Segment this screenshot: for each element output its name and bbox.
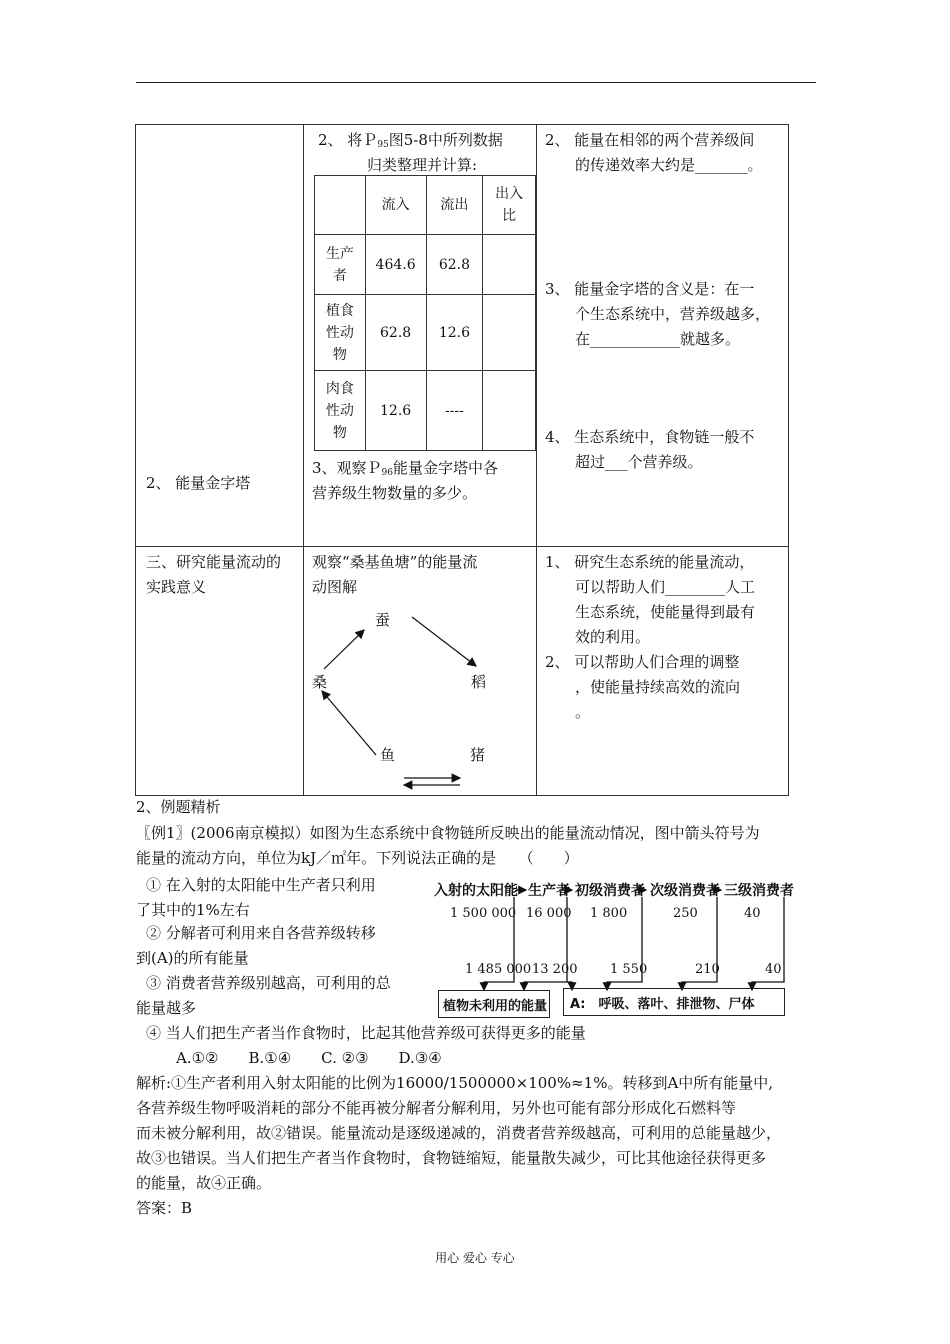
option-3: ③ 消费者营养级别越高，可利用的总 bbox=[146, 974, 391, 992]
observe-task: 观察“桑基鱼塘”的能量流 bbox=[312, 553, 478, 571]
col-header-out: 流出 bbox=[426, 176, 483, 235]
question-2: 2、 能量在相邻的两个营养级间 bbox=[545, 131, 755, 149]
node-mulberry: 桑 bbox=[312, 673, 328, 691]
value-ratio bbox=[483, 295, 536, 371]
option-3-line2: 能量越多 bbox=[136, 999, 197, 1017]
task-intro-line2: 归类整理并计算: bbox=[367, 156, 478, 174]
value-ratio bbox=[483, 371, 536, 451]
arrow-mulberry-to-silkworm bbox=[324, 630, 364, 669]
energy-data-table bbox=[314, 175, 536, 451]
row-name: 生产 者 bbox=[315, 235, 366, 295]
flow-label-sunlight: 入射的太阳能 bbox=[434, 883, 518, 899]
analysis-line5: 的能量，故④正确。 bbox=[136, 1174, 272, 1192]
question-3: 3、 能量金字塔的含义是：在一 bbox=[545, 280, 755, 298]
flow-top-sunlight: 1 500 000 bbox=[450, 906, 517, 921]
option-2: ② 分解者可利用来自各营养级转移 bbox=[146, 924, 376, 942]
question-3-line2: 个生态系统中，营养级越多， bbox=[575, 305, 771, 323]
analysis-line2: 各营养级生物呼吸消耗的部分不能再被分解者分解利用，另外也可能有部分形成化石燃料等 bbox=[136, 1099, 737, 1117]
task-observe: 3、观察Ｐ$_{96}$能量金字塔中各 bbox=[312, 459, 499, 478]
flow-bottom-producer: 13 200 bbox=[532, 962, 578, 977]
significance-2-line2: ，使能量持续高效的流向 bbox=[575, 678, 741, 696]
task-intro: 2、 将Ｐ$_{95}$图5-8中所列数据 bbox=[318, 131, 503, 150]
node-silkworm: 蚕 bbox=[375, 611, 391, 629]
question-2-line2: 的传递效率大约是_______。 bbox=[575, 156, 763, 174]
value-out: ---- bbox=[426, 371, 483, 451]
flow-top-tertiary: 40 bbox=[744, 906, 761, 921]
flow-top-producer: 16 000 bbox=[526, 906, 572, 921]
study-table bbox=[135, 124, 789, 796]
question-4: 4、 生态系统中，食物链一般不 bbox=[545, 428, 755, 446]
significance-2: 2、 可以帮助人们合理的调整 bbox=[545, 653, 740, 671]
significance-1: 1、 研究生态系统的能量流动， bbox=[545, 553, 755, 571]
decomposer-box bbox=[563, 988, 785, 1016]
row-name: 肉食 性动 物 bbox=[315, 371, 366, 451]
energy-pyramid-label: 2、 能量金字塔 bbox=[146, 474, 251, 492]
analysis-line3: 而未被分解利用，故②错误。能量流动是逐级递减的，消费者营养级越高，可利用的总能量越少， bbox=[136, 1124, 782, 1142]
option-4: ④ 当人们把生产者当作食物时，比起其他营养级可获得更多的能量 bbox=[146, 1024, 586, 1042]
flow-label-primary: 初级消费者 bbox=[575, 883, 645, 899]
answer-choices: A.①② B.①④ C. ②③ D.③④ bbox=[176, 1049, 442, 1067]
option-1: ① 在入射的太阳能中生产者只利用 bbox=[146, 876, 376, 894]
answer: 答案：B bbox=[136, 1199, 193, 1217]
arrow-fish-to-mulberry bbox=[322, 691, 376, 755]
analysis-line4: 故③也错误。当人们把生产者当作食物时，食物链缩短，能量散失减少，可比其他途径获得更多 bbox=[136, 1149, 767, 1167]
section-3-title: 三、研究能量流动的 bbox=[146, 553, 282, 571]
analysis: 解析:①生产者利用入射太阳能的比例为16000/1500000×100%≈1%。转移到A中所有能量中, bbox=[136, 1074, 774, 1092]
mulberry-fish-pond-diagram bbox=[304, 547, 536, 795]
table-row bbox=[136, 125, 789, 547]
col-header-in: 流入 bbox=[365, 176, 426, 235]
question-4-line2: 超过___个营养级。 bbox=[575, 453, 703, 471]
section-3-title-line2: 实践意义 bbox=[146, 578, 207, 596]
node-fish: 鱼 bbox=[380, 746, 396, 764]
task-observe-line2: 营养级生物数量的多少。 bbox=[312, 484, 478, 502]
page-footer: 用心 爱心 专心 bbox=[435, 1251, 515, 1265]
flow-top-secondary: 250 bbox=[673, 906, 698, 921]
significance-1-line4: 效的利用。 bbox=[575, 628, 651, 646]
node-pig: 猪 bbox=[470, 746, 486, 764]
flow-top-primary: 1 800 bbox=[590, 906, 628, 921]
value-in: 12.6 bbox=[365, 371, 426, 451]
table-row bbox=[136, 547, 789, 796]
flow-bottom-tertiary: 40 bbox=[765, 962, 782, 977]
row-name: 植食 性动 物 bbox=[315, 295, 366, 371]
option-2-line2: 到(A)的所有能量 bbox=[136, 949, 249, 967]
flow-label-tertiary: 三级消费者 bbox=[724, 883, 794, 899]
significance-1-line3: 生态系统，使能量得到最有 bbox=[575, 603, 756, 621]
example-heading: 2、例题精析 bbox=[136, 798, 221, 816]
question-3-line3: 在____________就越多。 bbox=[575, 330, 741, 348]
unused-energy-box bbox=[438, 990, 550, 1018]
node-rice: 稻 bbox=[471, 673, 487, 691]
table-row bbox=[315, 176, 536, 235]
value-out: 12.6 bbox=[426, 295, 483, 371]
unused-energy-label: 植物未利用的能量 bbox=[443, 999, 548, 1014]
example-question: 〖例1〗(2006南京模拟）如图为生态系统中食物链所反映出的能量流动情况，图中箭头符号为 bbox=[136, 824, 760, 842]
table-row bbox=[315, 371, 536, 451]
flow-bottom-sunlight: 1 485 000 bbox=[465, 962, 532, 977]
flow-label-secondary: 次级消费者 bbox=[650, 883, 720, 899]
header-rule bbox=[136, 82, 816, 83]
significance-1-line2: 可以帮助人们________人工 bbox=[575, 578, 756, 596]
value-ratio bbox=[483, 235, 536, 295]
significance-2-line3: 。 bbox=[575, 703, 591, 721]
arrow-silkworm-to-rice bbox=[412, 617, 476, 666]
flow-bottom-primary: 1 550 bbox=[610, 962, 648, 977]
value-out: 62.8 bbox=[426, 235, 483, 295]
decomposer-label: A: 呼吸、落叶、排泄物、尸体 bbox=[570, 997, 755, 1012]
table-row bbox=[315, 295, 536, 371]
flow-bottom-secondary: 210 bbox=[695, 962, 720, 977]
table-row bbox=[315, 235, 536, 295]
flow-label-producer: 生产者 bbox=[528, 883, 570, 899]
value-in: 464.6 bbox=[365, 235, 426, 295]
col-header-ratio: 出入 比 bbox=[483, 176, 536, 235]
example-question-line2: 能量的流动方向，单位为kJ／㎡年。下列说法正确的是 （ ） bbox=[136, 849, 579, 867]
option-1-line2: 了其中的1%左右 bbox=[136, 901, 250, 919]
observe-task-line2: 动图解 bbox=[312, 578, 358, 596]
value-in: 62.8 bbox=[365, 295, 426, 371]
